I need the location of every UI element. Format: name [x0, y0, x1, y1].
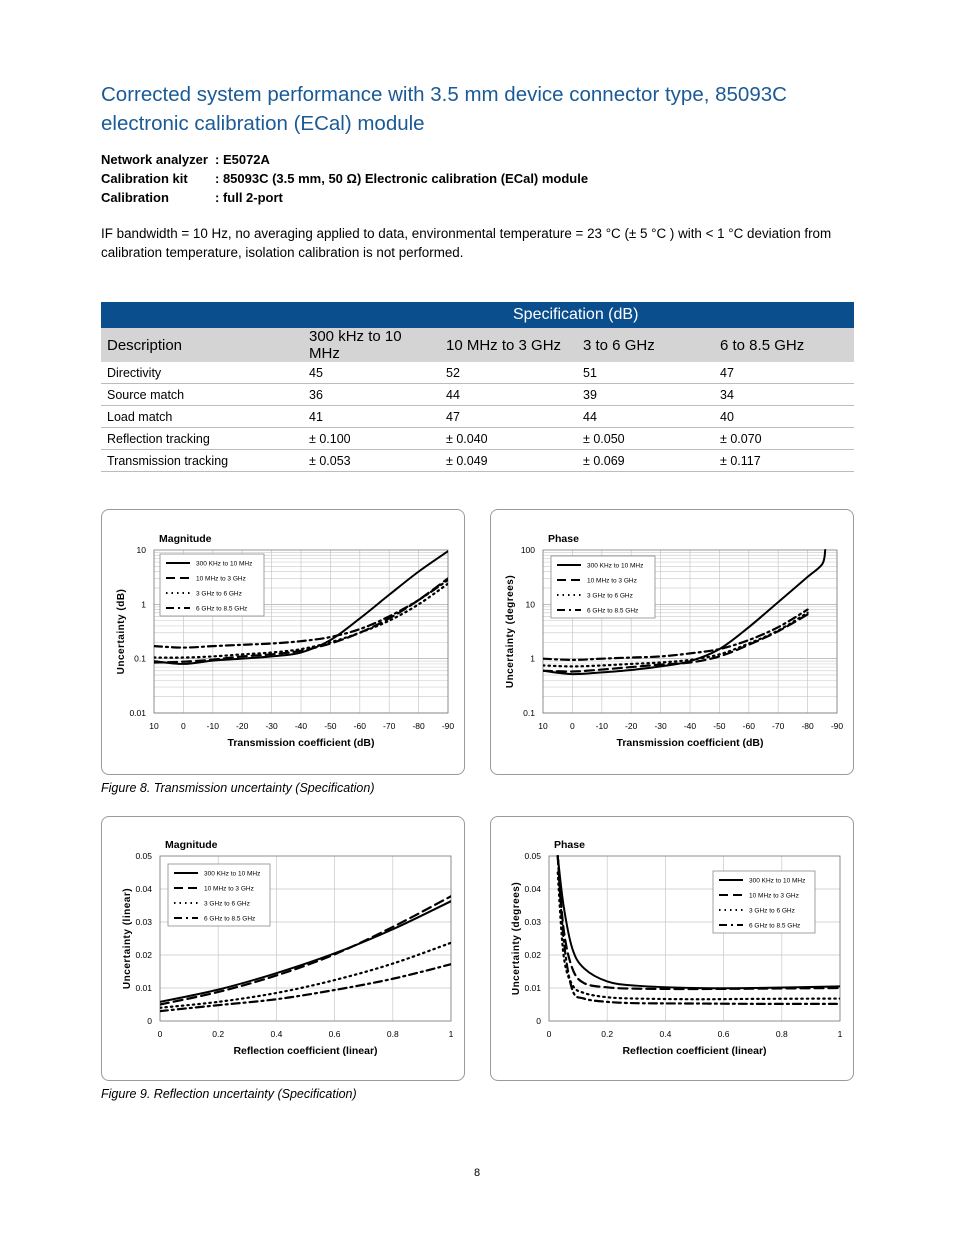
y-tick-label: 0.01: [129, 708, 146, 718]
y-tick-label: 10: [525, 599, 535, 610]
x-tick-label: -40: [294, 721, 308, 731]
x-axis-label: Reflection coefficient (linear): [622, 1045, 767, 1057]
spec-group-header: Specification (dB): [101, 302, 854, 328]
table-cell: ± 0.049: [440, 450, 577, 472]
legend-label: 6 GHz to 8.5 GHz: [204, 915, 256, 923]
x-tick-label: 0: [157, 1029, 163, 1039]
conditions-paragraph: IF bandwidth = 10 Hz, no averaging applied to data, environmental temperature = 23 °C (± 5 °C ) with < 1 °C deviation from calibration temperature, isolation calibration is not performed.: [101, 226, 832, 260]
column-header: 3 to 6 GHz: [577, 328, 714, 362]
info-row: [101, 150, 588, 169]
chart-title: Magnitude: [159, 533, 212, 545]
table-cell: 51: [577, 362, 714, 384]
chart-title: Phase: [554, 839, 585, 851]
chart-panel-reflection-phase: [490, 816, 854, 1081]
table-cell: ± 0.050: [577, 428, 714, 450]
table-cell: ± 0.100: [303, 428, 440, 450]
table-row: [101, 384, 854, 406]
legend-label: 10 MHz to 3 GHz: [587, 577, 637, 585]
x-axis-label: Transmission coefficient (dB): [616, 737, 764, 749]
legend-label: 3 GHz to 6 GHz: [204, 900, 250, 908]
y-tick-label: 100: [520, 545, 535, 555]
table-row: [101, 428, 854, 450]
legend-label: 6 GHz to 8.5 GHz: [196, 605, 248, 613]
chart-panel-transmission-phase: [490, 509, 854, 775]
info-key: Calibration: [101, 190, 169, 205]
info-key: Network analyzer: [101, 152, 208, 167]
y-tick-label: 0.02: [135, 950, 152, 960]
info-key: Calibration kit: [101, 171, 188, 186]
x-tick-label: 0.8: [386, 1029, 399, 1039]
x-tick-label: 0: [181, 721, 186, 731]
y-tick-label: 0: [536, 1016, 541, 1026]
x-tick-label: 0.6: [328, 1029, 341, 1039]
info-row: [101, 188, 588, 207]
chart-reflection-magnitude: [102, 817, 464, 1080]
y-tick-label: 0: [147, 1016, 152, 1026]
table-cell: 45: [303, 362, 440, 384]
x-tick-label: 0: [570, 721, 575, 731]
table-cell: 36: [303, 384, 440, 406]
chart-panel-transmission-magnitude: [101, 509, 465, 775]
legend-label: 3 GHz to 6 GHz: [196, 590, 242, 598]
y-tick-label: 0.04: [135, 884, 152, 894]
x-tick-label: -50: [324, 721, 337, 731]
y-axis-label: Uncertainty (degrees): [505, 574, 516, 689]
chart-transmission-magnitude: [102, 510, 464, 774]
legend-label: 300 KHz to 10 MHz: [587, 562, 644, 570]
table-cell: 40: [714, 406, 854, 428]
y-tick-label: 0.1: [134, 653, 146, 664]
table-cell: 39: [577, 384, 714, 406]
x-tick-label: 1: [837, 1029, 843, 1039]
y-tick-label: 0.1: [523, 708, 535, 718]
table-cell: 44: [577, 406, 714, 428]
spec-table: [101, 302, 854, 472]
x-tick-label: 0.4: [659, 1029, 672, 1039]
x-tick-label: -20: [236, 721, 249, 731]
table-cell: 44: [440, 384, 577, 406]
x-tick-label: 0.4: [270, 1029, 283, 1039]
y-tick-label: 0.03: [524, 917, 541, 927]
table-cell: ± 0.070: [714, 428, 854, 450]
table-cell: ± 0.117: [714, 450, 854, 472]
y-tick-label: 10: [136, 545, 146, 555]
legend-label: 3 GHz to 6 GHz: [587, 592, 633, 600]
table-cell: 41: [303, 406, 440, 428]
y-tick-label: 0.03: [135, 917, 152, 927]
legend-label: 10 MHz to 3 GHz: [196, 575, 246, 583]
info-row: [101, 169, 588, 188]
x-tick-label: 0: [546, 1029, 552, 1039]
chart-transmission-phase: [491, 510, 853, 774]
page-number: 8: [473, 1167, 481, 1179]
column-header: 10 MHz to 3 GHz: [440, 328, 577, 362]
info-value: : full 2-port: [215, 190, 283, 205]
x-tick-label: -70: [772, 721, 785, 731]
chart-panel-reflection-magnitude: [101, 816, 465, 1081]
page-title: Corrected system performance with 3.5 mm device connector type, 85093C electronic calibration (ECal) module: [101, 83, 787, 135]
legend-label: 300 KHz to 10 MHz: [749, 877, 806, 885]
x-tick-label: 0.2: [601, 1029, 614, 1039]
legend-label: 6 GHz to 8.5 GHz: [587, 607, 639, 615]
series-line-2: [543, 614, 808, 671]
legend-label: 300 KHz to 10 MHz: [204, 870, 261, 878]
y-axis-label: Uncertainty (degrees): [511, 881, 522, 996]
chart-title: Magnitude: [165, 839, 218, 851]
table-cell: Transmission tracking: [101, 450, 303, 472]
y-tick-label: 0.04: [524, 884, 541, 894]
x-tick-label: -30: [654, 721, 667, 731]
x-tick-label: -40: [683, 721, 697, 731]
table-row: [101, 406, 854, 428]
y-axis-label: Uncertainty (linear): [122, 887, 133, 990]
column-header: Description: [101, 328, 303, 362]
y-tick-label: 0.02: [524, 950, 541, 960]
x-tick-label: -70: [383, 721, 396, 731]
x-axis-label: Transmission coefficient (dB): [227, 737, 375, 749]
y-tick-label: 0.01: [135, 983, 152, 993]
table-row: [101, 450, 854, 472]
y-tick-label: 1: [141, 599, 146, 610]
table-cell: Reflection tracking: [101, 428, 303, 450]
x-tick-label: -10: [595, 721, 608, 731]
info-value: : 85093C (3.5 mm, 50 Ω) Electronic calibration (ECal) module: [215, 171, 589, 186]
y-tick-label: 0.01: [524, 983, 541, 993]
x-tick-label: 0.8: [775, 1029, 788, 1039]
y-tick-label: 1: [530, 653, 535, 664]
figure-9-caption: Figure 9. Reflection uncertainty (Specification): [101, 1087, 357, 1101]
test-conditions: [101, 150, 588, 207]
x-tick-label: -20: [625, 721, 638, 731]
table-cell: 47: [714, 362, 854, 384]
x-tick-label: 10: [149, 721, 159, 731]
x-tick-label: -80: [801, 721, 814, 731]
column-header: 6 to 8.5 GHz: [714, 328, 854, 362]
table-cell: Directivity: [101, 362, 303, 384]
legend-label: 10 MHz to 3 GHz: [749, 892, 799, 900]
x-tick-label: -90: [441, 721, 455, 731]
y-tick-label: 0.05: [135, 851, 152, 861]
x-tick-label: -60: [353, 721, 366, 731]
x-tick-label: 10: [538, 721, 548, 731]
chart-title: Phase: [548, 533, 579, 545]
x-tick-label: -60: [742, 721, 755, 731]
legend-label: 3 GHz to 6 GHz: [749, 907, 795, 915]
table-cell: Source match: [101, 384, 303, 406]
y-axis-label: Uncertainty (dB): [116, 588, 127, 675]
legend-label: 300 KHz to 10 MHz: [196, 560, 253, 568]
column-header: 300 kHz to 10 MHz: [303, 328, 440, 362]
table-row: [101, 362, 854, 384]
x-tick-label: -10: [206, 721, 219, 731]
table-cell: Load match: [101, 406, 303, 428]
table-cell: ± 0.053: [303, 450, 440, 472]
x-tick-label: 1: [448, 1029, 454, 1039]
info-value: : E5072A: [215, 152, 270, 167]
chart-reflection-phase: [491, 817, 853, 1080]
spec-header-row: [101, 328, 854, 362]
x-tick-label: -90: [830, 721, 844, 731]
x-tick-label: 0.2: [212, 1029, 225, 1039]
x-tick-label: -80: [412, 721, 425, 731]
legend-label: 6 GHz to 8.5 GHz: [749, 922, 801, 930]
table-cell: 52: [440, 362, 577, 384]
y-tick-label: 0.05: [524, 851, 541, 861]
legend-label: 10 MHz to 3 GHz: [204, 885, 254, 893]
table-cell: ± 0.040: [440, 428, 577, 450]
table-cell: 34: [714, 384, 854, 406]
x-axis-label: Reflection coefficient (linear): [233, 1045, 378, 1057]
series-line-3: [160, 943, 451, 1008]
table-cell: 47: [440, 406, 577, 428]
table-cell: ± 0.069: [577, 450, 714, 472]
x-tick-label: -30: [265, 721, 278, 731]
x-tick-label: 0.6: [717, 1029, 730, 1039]
figure-8-caption: Figure 8. Transmission uncertainty (Specification): [101, 781, 375, 795]
x-tick-label: -50: [713, 721, 726, 731]
